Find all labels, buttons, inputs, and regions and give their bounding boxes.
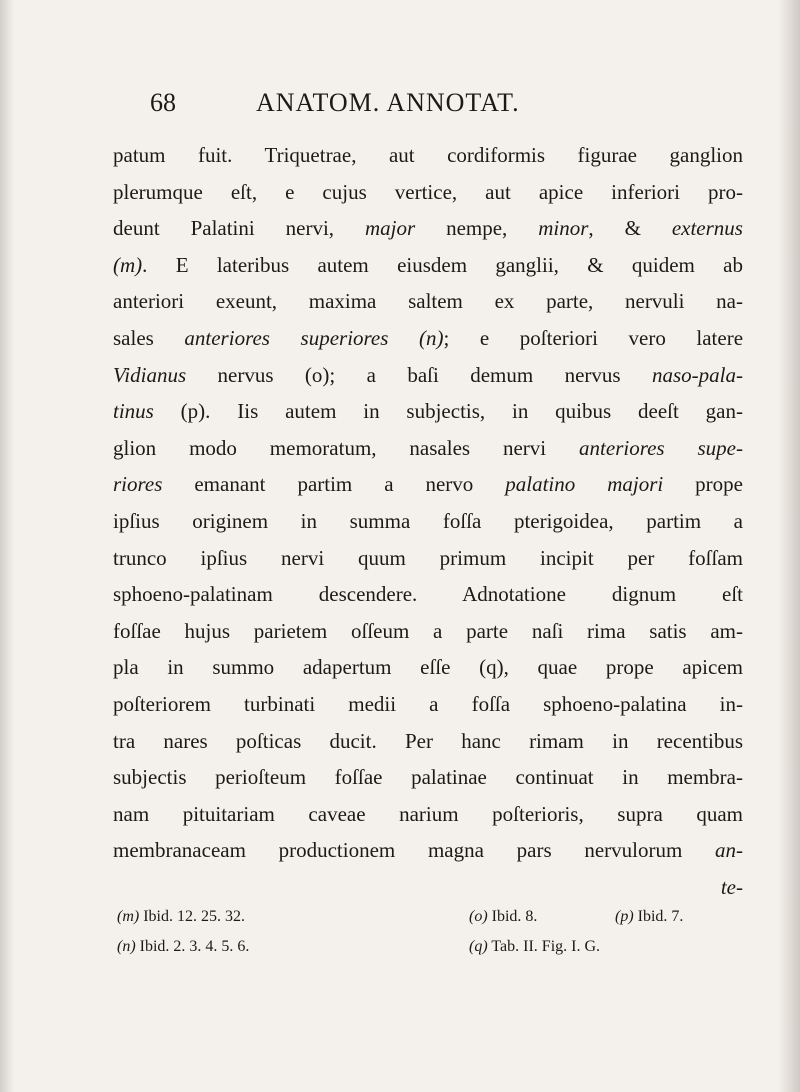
footnote-mark: (m) <box>117 908 140 925</box>
italic-text: palatino majori <box>505 472 664 497</box>
text-run: ipſius originem in summa foſſa pterigoidea, partim a <box>113 508 743 533</box>
footnote-p <box>615 908 683 926</box>
text-run: plerumque eſt, e cujus vertice, aut apice inferiori pro- <box>113 179 743 204</box>
text-line <box>113 430 743 467</box>
text-run: ; e poſteriori vero latere <box>443 325 744 350</box>
text-run: patum fuit. Triquetrae, aut cordiformis figurae ganglion <box>113 143 743 167</box>
text-line <box>113 759 743 796</box>
footnote-q <box>469 938 600 956</box>
text-run: poſteriorem turbinati medii a foſſa sphoeno-palatina in- <box>113 691 743 716</box>
text-run: subjectis perioſteum foſſae palatinae continuat in membra- <box>113 765 743 790</box>
text-line <box>113 613 743 650</box>
text-run: nam pituitariam caveae narium poſterioris, supra quam <box>113 801 743 826</box>
text-run: membranaceam productionem magna pars nervulorum <box>113 838 715 863</box>
footnote-text: Ibid. 7. <box>637 908 684 925</box>
italic-text: Vidianus <box>113 362 187 387</box>
text-run: . E lateribus autem eiusdem ganglii, & quidem ab <box>142 252 743 277</box>
text-line <box>113 283 743 320</box>
italic-text: minor <box>538 216 589 241</box>
italic-text: anteriores superiores (n) <box>184 325 444 350</box>
text-run: , & <box>588 216 672 241</box>
text-line <box>113 723 743 760</box>
text-run: sales <box>113 325 185 350</box>
footnote-m <box>117 908 245 926</box>
italic-text: externus <box>671 216 743 241</box>
text-line <box>113 686 743 723</box>
page-number: 68 <box>150 88 176 117</box>
footnote-mark: (n) <box>117 938 136 955</box>
text-run: sphoeno-palatinam descendere. Adnotatione dignum eſt <box>113 582 743 607</box>
text-line <box>113 503 743 540</box>
text-line <box>113 357 743 394</box>
text-line <box>113 320 743 357</box>
text-run: trunco ipſius nervi quum primum incipit per foſſam <box>113 545 743 570</box>
text-line <box>113 796 743 833</box>
footnote-text: Tab. II. Fig. I. G. <box>491 938 601 955</box>
text-line <box>113 832 743 869</box>
text-run: nervus (o); a baſi demum nervus <box>186 362 652 387</box>
italic-text: riores <box>113 472 163 497</box>
text-run: foſſae hujus parietem oſſeum a parte naſi rima satis am- <box>113 618 743 643</box>
text-run: deunt Palatini nervi, <box>113 216 365 241</box>
text-run: emanant partim a nervo <box>162 472 506 497</box>
text-line <box>113 576 743 613</box>
catchword: te- <box>720 874 743 899</box>
text-run: glion modo memoratum, nasales nervi <box>113 435 580 460</box>
text-run: anteriori exeunt, maxima saltem ex parte, nervuli na- <box>113 289 743 314</box>
footnote-mark: (o) <box>469 908 488 925</box>
body-text <box>113 137 743 905</box>
text-line <box>113 466 743 503</box>
footnote-n <box>117 938 249 956</box>
footnote-text: Ibid. 12. 25. 32. <box>143 908 245 925</box>
running-title: ANATOM. ANNOTAT. <box>256 88 520 117</box>
text-line <box>113 393 743 430</box>
italic-text: anteriores supe- <box>579 435 743 460</box>
text-line <box>113 649 743 686</box>
text-run: nempe, <box>415 216 539 241</box>
text-run: pla in summo adapertum eſſe (q), quae prope apicem <box>113 655 743 680</box>
text-line <box>113 174 743 211</box>
text-line <box>113 137 743 174</box>
footnote-text: Ibid. 8. <box>491 908 538 925</box>
text-line <box>113 247 743 284</box>
footnote-mark: (q) <box>469 938 488 955</box>
text-run: prope <box>663 472 743 497</box>
text-run: tra nares poſticas ducit. Per hanc rimam in recentibus <box>113 728 743 753</box>
text-line <box>113 540 743 577</box>
footnote-text: Ibid. 2. 3. 4. 5. 6. <box>139 938 250 955</box>
italic-text: major <box>364 216 416 241</box>
footnote-mark: (p) <box>615 908 634 925</box>
text-line <box>113 210 743 247</box>
footnotes <box>117 908 737 972</box>
text-run: (p). Iis autem in subjectis, in quibus deeſt gan- <box>153 399 743 424</box>
footnote-o <box>469 908 537 926</box>
page-header <box>150 88 570 128</box>
italic-text: (m) <box>113 252 143 277</box>
italic-text: tinus <box>113 399 154 424</box>
italic-text: naso-pala- <box>652 362 743 387</box>
italic-text: an- <box>715 838 743 863</box>
